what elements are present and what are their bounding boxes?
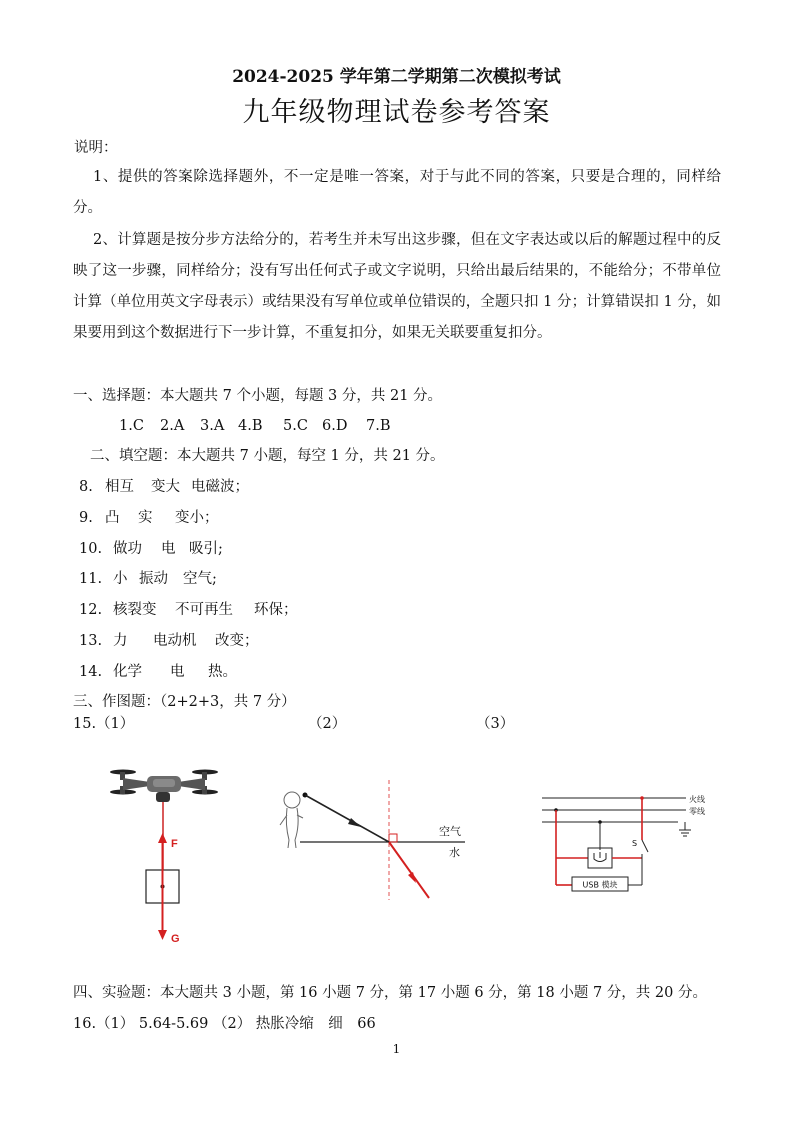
socket-icon bbox=[588, 848, 612, 868]
switch-icon bbox=[642, 840, 648, 852]
section4-heading: 四、实验题：本大题共 3 小题，第 16 小题 7 分，第 17 小题 6 分，第 18 小题 7 分，共 20 分。 bbox=[73, 985, 707, 1001]
q16-answer: 16.（1） 5.64-5.69 （2） 热胀冷缩 细 66 bbox=[73, 1016, 376, 1032]
refraction-diagram bbox=[275, 780, 475, 905]
fill-item-11: 11. 小 振动 空气; bbox=[79, 571, 217, 587]
force-f-arrowhead bbox=[158, 833, 167, 843]
ground-symbol-icon bbox=[679, 822, 691, 836]
notes-label: 说明： bbox=[74, 140, 118, 156]
force-g-label: G bbox=[171, 933, 180, 945]
section2-heading: 二、填空题：本大题共 7 小题，每空 1 分，共 21 分。 bbox=[90, 448, 445, 464]
answer-1: 1.C bbox=[119, 418, 144, 434]
right-angle-mark bbox=[389, 834, 397, 842]
q15-label: 15.（1） bbox=[73, 716, 135, 732]
note-1: 1、提供的答案除选择题外，不一定是唯一答案，对于与此不同的答案，只要是合理的，同样给分。 bbox=[73, 169, 721, 216]
live-wire-label: 火线 bbox=[689, 795, 705, 804]
fill-item-10: 10. 做功 电 吸引; bbox=[79, 541, 223, 557]
fill-item-14: 14. 化学 电 热。 bbox=[79, 664, 237, 680]
drone-force-diagram bbox=[105, 760, 225, 950]
refracted-ray bbox=[389, 842, 429, 898]
incident-ray bbox=[305, 795, 389, 842]
person-figure-icon bbox=[280, 792, 303, 848]
fill-item-9: 9. 凸 实 变小； bbox=[79, 510, 219, 526]
section1-answers bbox=[119, 416, 391, 436]
exam-subtitle: 2024-2025 学年第二学期第二次模拟考试 bbox=[232, 67, 561, 87]
answer-6: 6.D bbox=[322, 418, 348, 434]
section3-heading: 三、作图题：（2+2+3，共 7 分） bbox=[73, 694, 296, 710]
answer-5: 5.C bbox=[283, 418, 308, 434]
fill-item-8: 8. 相互 变大 电磁波； bbox=[79, 479, 249, 495]
drone-icon bbox=[110, 770, 218, 803]
force-g-arrowhead bbox=[158, 930, 167, 940]
usb-module-label: USB 模块 bbox=[582, 880, 618, 890]
section1-heading: 一、选择题：本大题共 7 个小题，每题 3 分，共 21 分。 bbox=[73, 388, 443, 404]
q15-part2-label: （2） bbox=[308, 716, 347, 732]
note-2: 2、计算题是按分步方法给分的，若考生并未写出这步骤，但在文字表达或以后的解题过程中的反映了这一步骤，同样给分；没有写出任何式子或文字说明，只给出最后结果的，不能给分；不带单位计算（单位用英文字母表示）或结果没有写单位或单位错误的，全题只扣 1 分；计算错误扣 1 分，如果要用到这个数据进行下一步计算，不重复扣分，如果无关联要重复扣分。 bbox=[73, 232, 721, 341]
answer-2: 2.A bbox=[160, 418, 185, 434]
fill-item-12: 12. 核裂变 不可再生 环保； bbox=[79, 602, 298, 618]
fill-item-13: 13. 力 电动机 改变； bbox=[79, 633, 259, 649]
switch-label: S bbox=[632, 839, 638, 848]
air-label: 空气 bbox=[439, 825, 461, 838]
water-label: 水 bbox=[449, 846, 460, 859]
exam-title: 九年级物理试卷参考答案 bbox=[242, 97, 551, 128]
answer-7: 7.B bbox=[366, 418, 391, 434]
page-number: 1 bbox=[392, 1042, 401, 1056]
answer-4: 4.B bbox=[238, 418, 263, 434]
circuit-diagram bbox=[538, 790, 718, 900]
answer-3: 3.A bbox=[200, 418, 225, 434]
q15-part3-label: （3） bbox=[476, 716, 515, 732]
force-f-label: F bbox=[171, 838, 178, 850]
neutral-wire-label: 零线 bbox=[689, 807, 705, 816]
